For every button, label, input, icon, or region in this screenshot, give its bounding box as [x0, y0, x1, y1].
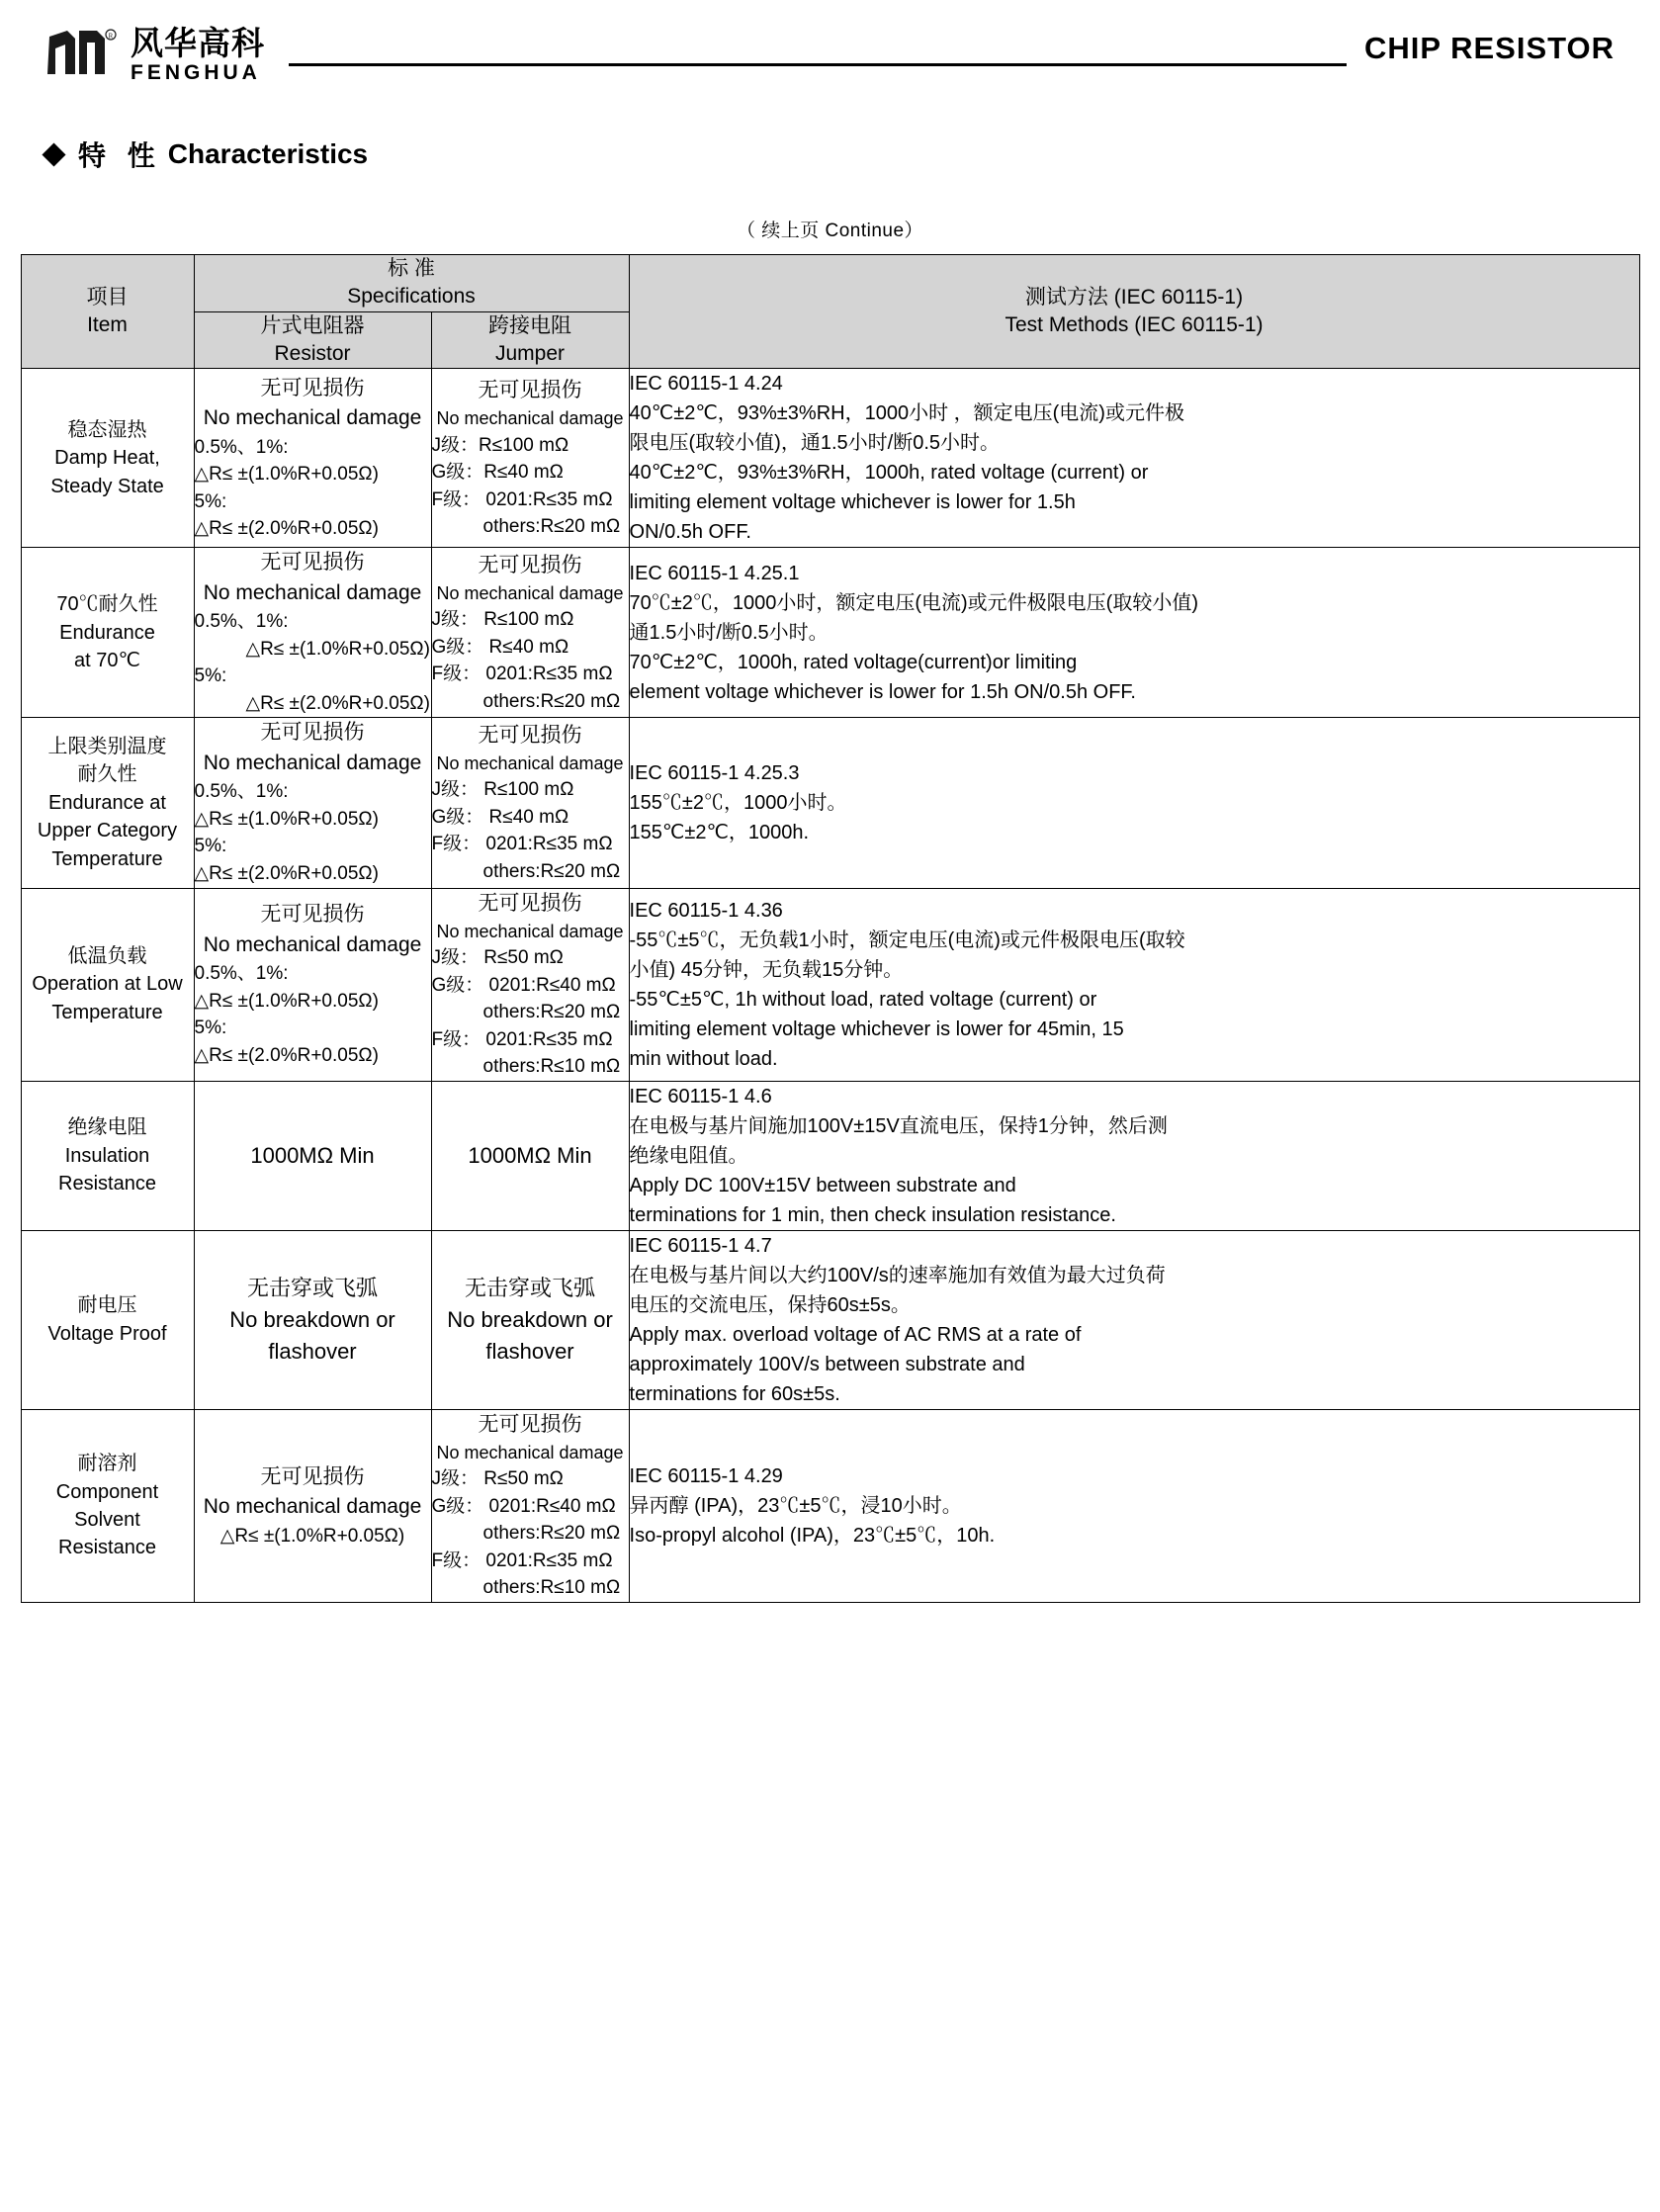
- continue-note: （ 续上页 Continue）: [736, 221, 924, 241]
- diamond-bullet-icon: [42, 142, 65, 166]
- table-row: [21, 1081, 1639, 1230]
- section-title-en: Characteristics: [167, 138, 369, 169]
- row-method-upper-category: IEC 60115-1 4.25.3 155℃±2℃，1000小时。 155℃±2℃，1000h.: [629, 718, 1639, 888]
- header-specifications: [194, 255, 629, 312]
- header-resistor-en: Resistor: [274, 342, 351, 366]
- header-jumper-cn: 跨接电阻: [488, 313, 571, 337]
- section-title-cn: 特 性: [78, 140, 162, 171]
- company-logo: [45, 24, 265, 84]
- table-row: [21, 1409, 1639, 1602]
- header-item: [21, 255, 194, 369]
- row-item-solvent-resistance: 耐溶剂 Component Solvent Resistance: [21, 1409, 194, 1602]
- header-method-cn: 测试方法 (IEC 60115-1): [1024, 285, 1244, 309]
- row-jumper-solvent-resistance: 无可见损伤 No mechanical damage J级： R≤50 mΩ G级： 0201:R≤40 mΩ others:R≤20 mΩ F级： 0201:R≤35 mΩ others:R≤10 mΩ: [431, 1409, 629, 1602]
- page-header: [20, 0, 1640, 85]
- header-test-methods: [629, 255, 1639, 369]
- header-resistor: [194, 311, 431, 369]
- row-resistor-low-temperature: 无可见损伤 No mechanical damage 0.5%、1%: △R≤ ±(1.0%R+0.05Ω) 5%: △R≤ ±(2.0%R+0.05Ω): [194, 888, 431, 1081]
- row-method-insulation-resistance: IEC 60115-1 4.6 在电极与基片间施加100V±15V直流电压，保持1分钟，然后测 绝缘电阻值。 Apply DC 100V±15V between substrate and terminations for 1 min, then check insulation resistance.: [629, 1081, 1639, 1230]
- header-title: CHIP RESISTOR: [1363, 31, 1615, 65]
- row-method-solvent-resistance: IEC 60115-1 4.29 异丙醇 (IPA)，23℃±5℃，浸10小时。 Iso-propyl alcohol (IPA)，23℃±5℃，10h.: [629, 1409, 1639, 1602]
- characteristics-table: [21, 254, 1640, 1603]
- table-header-row-1: [21, 255, 1639, 312]
- row-resistor-upper-category: 无可见损伤 No mechanical damage 0.5%、1%: △R≤ ±(1.0%R+0.05Ω) 5%: △R≤ ±(2.0%R+0.05Ω): [194, 718, 431, 888]
- header-jumper: [431, 311, 629, 369]
- row-item-damp-heat: 稳态湿热 Damp Heat, Steady State: [21, 369, 194, 548]
- header-divider: [289, 63, 1347, 66]
- header-item-en: Item: [87, 313, 128, 337]
- row-method-low-temperature: IEC 60115-1 4.36 -55℃±5℃，无负载1小时，额定电压(电流)或元件极限电压(取较 小值) 45分钟，无负载15分钟。 -55℃±5℃, 1h without load, rated voltage (current) or limiting element voltage whichever is lower for 45min, 15 min without load.: [629, 888, 1639, 1081]
- row-resistor-solvent-resistance: 无可见损伤 No mechanical damage △R≤ ±(1.0%R+0.05Ω): [194, 1409, 431, 1602]
- logo-wordmark: [131, 24, 265, 84]
- row-resistor-insulation-resistance: 1000MΩ Min: [194, 1081, 431, 1230]
- logo-text-cn: 风华高科: [131, 24, 265, 61]
- row-item-voltage-proof: 耐电压 Voltage Proof: [21, 1230, 194, 1409]
- section-title: [45, 134, 1640, 174]
- row-jumper-voltage-proof: 无击穿或飞弧 No breakdown or flashover: [431, 1230, 629, 1409]
- row-jumper-upper-category: 无可见损伤 No mechanical damage J级： R≤100 mΩ G级： R≤40 mΩ F级： 0201:R≤35 mΩ others:R≤20 mΩ: [431, 718, 629, 888]
- row-method-damp-heat: IEC 60115-1 4.24 40℃±2℃，93%±3%RH，1000小时 ，额定电压(电流)或元件极 限电压(取较小值)，通1.5小时/断0.5小时。 40℃±2℃，93%±3%RH，1000h, rated voltage (current) or limiting element voltage whichever is lower for 1.5h ON/0.5h OFF.: [629, 369, 1639, 548]
- row-jumper-insulation-resistance: 1000MΩ Min: [431, 1081, 629, 1230]
- row-jumper-endurance-70: 无可见损伤 No mechanical damage J级： R≤100 mΩ G级： R≤40 mΩ F级： 0201:R≤35 mΩ others:R≤20 mΩ: [431, 548, 629, 718]
- table-row: [21, 1230, 1639, 1409]
- logo-text-en: FENGHUA: [131, 60, 261, 84]
- table-row: [21, 548, 1639, 718]
- table-row: [21, 718, 1639, 888]
- header-item-cn: 项目: [86, 285, 129, 309]
- row-item-endurance-70: 70℃耐久性 Endurance at 70℃: [21, 548, 194, 718]
- row-jumper-damp-heat: 无可见损伤 No mechanical damage J级：R≤100 mΩ G级：R≤40 mΩ F级： 0201:R≤35 mΩ others:R≤20 mΩ: [431, 369, 629, 548]
- row-item-low-temperature: 低温负载 Operation at Low Temperature: [21, 888, 194, 1081]
- table-row: [21, 888, 1639, 1081]
- row-jumper-low-temperature: 无可见损伤 No mechanical damage J级： R≤50 mΩ G级： 0201:R≤40 mΩ others:R≤20 mΩ F级： 0201:R≤35 mΩ others:R≤10 mΩ: [431, 888, 629, 1081]
- table-row: [21, 369, 1639, 548]
- header-spec-en: Specifications: [347, 285, 476, 309]
- row-item-upper-category: 上限类别温度 耐久性 Endurance at Upper Category Temperature: [21, 718, 194, 888]
- svg-text:R: R: [108, 32, 114, 41]
- header-spec-cn: 标 准: [388, 257, 435, 280]
- row-resistor-damp-heat: 无可见损伤 No mechanical damage 0.5%、1%: △R≤ ±(1.0%R+0.05Ω) 5%: △R≤ ±(2.0%R+0.05Ω): [194, 369, 431, 548]
- row-resistor-voltage-proof: 无击穿或飞弧 No breakdown or flashover: [194, 1230, 431, 1409]
- header-method-en: Test Methods (IEC 60115-1): [1005, 313, 1264, 337]
- row-resistor-endurance-70: 无可见损伤 No mechanical damage 0.5%、1%: △R≤ ±(1.0%R+0.05Ω) 5%: △R≤ ±(2.0%R+0.05Ω): [194, 548, 431, 718]
- row-method-voltage-proof: IEC 60115-1 4.7 在电极与基片间以大约100V/s的速率施加有效值为最大过负荷 电压的交流电压，保持60s±5s。 Apply max. overload voltage of AC RMS at a rate of approximately 100V/s between substrate and terminations for 60s±5s.: [629, 1230, 1639, 1409]
- header-resistor-cn: 片式电阻器: [260, 313, 365, 337]
- row-method-endurance-70: IEC 60115-1 4.25.1 70℃±2℃，1000小时，额定电压(电流)或元件极限电压(取较小值) 通1.5小时/断0.5小时。 70℃±2℃，1000h, rated voltage(current)or limiting element voltage whichever is lower for 1.5h ON/0.5h OFF.: [629, 548, 1639, 718]
- fenghua-logo-icon: [45, 29, 117, 80]
- header-jumper-en: Jumper: [494, 342, 566, 366]
- row-item-insulation-resistance: 绝缘电阻 Insulation Resistance: [21, 1081, 194, 1230]
